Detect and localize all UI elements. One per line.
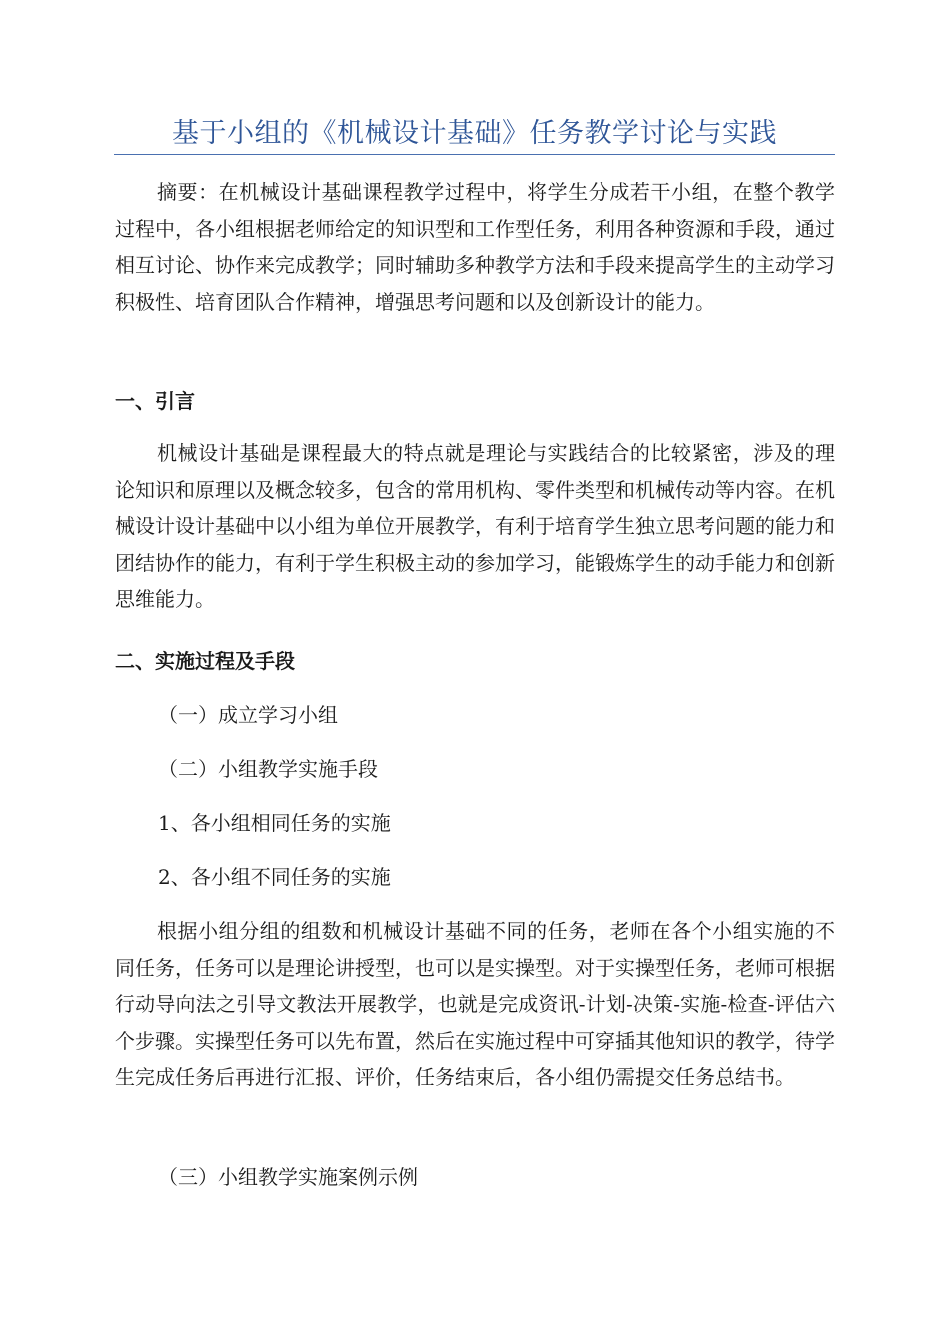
abstract-paragraph: 摘要：在机械设计基础课程教学过程中，将学生分成若干小组，在整个教学过程中，各小组根据老师给定的知识型和工作型任务，利用各种资源和手段，通过相互讨论、协作来完成教学；同时辅助多种教学方法和手段来提高学生的主动学习积极性、培育团队合作精神，增强思考问题和以及创新设计的能力。 — [115, 180, 835, 314]
section-heading-implementation: 二、实施过程及手段 — [115, 649, 295, 673]
list-item-1: 1、各小组相同任务的实施 — [158, 811, 391, 835]
title-block — [114, 114, 835, 155]
subsection-heading-3: （三）小组教学实施案例示例 — [158, 1165, 418, 1189]
introduction-paragraph: 机械设计基础是课程最大的特点就是理论与实践结合的比较紧密，涉及的理论知识和原理以及概念较多，包含的常用机构、零件类型和机械传动等内容。在机械设计设计基础中以小组为单位开展教学，有利于培育学生独立思考问题的能力和团结协作的能力，有利于学生积极主动的参加学习，能锻炼学生的动手能力和创新思维能力。 — [115, 441, 835, 612]
section-heading-introduction: 一、引言 — [115, 389, 195, 413]
page-title: 基于小组的《机械设计基础》任务教学讨论与实践 — [172, 118, 777, 149]
subsection-heading-2: （二）小组教学实施手段 — [158, 757, 378, 781]
list-item-2: 2、各小组不同任务的实施 — [158, 865, 391, 889]
subsection-heading-1: （一）成立学习小组 — [158, 703, 338, 727]
implementation-paragraph: 根据小组分组的组数和机械设计基础不同的任务，老师在各个小组实施的不同任务，任务可以是理论讲授型，也可以是实操型。对于实操型任务，老师可根据行动导向法之引导文教法开展教学，也就是完成资讯-计划-决策-实施-检查-评估六个步骤。实操型任务可以先布置，然后在实施过程中可穿插其他知识的教学，待学生完成任务后再进行汇报、评价，任务结束后，各小组仍需提交任务总结书。 — [115, 919, 835, 1090]
title-underline — [114, 154, 835, 155]
